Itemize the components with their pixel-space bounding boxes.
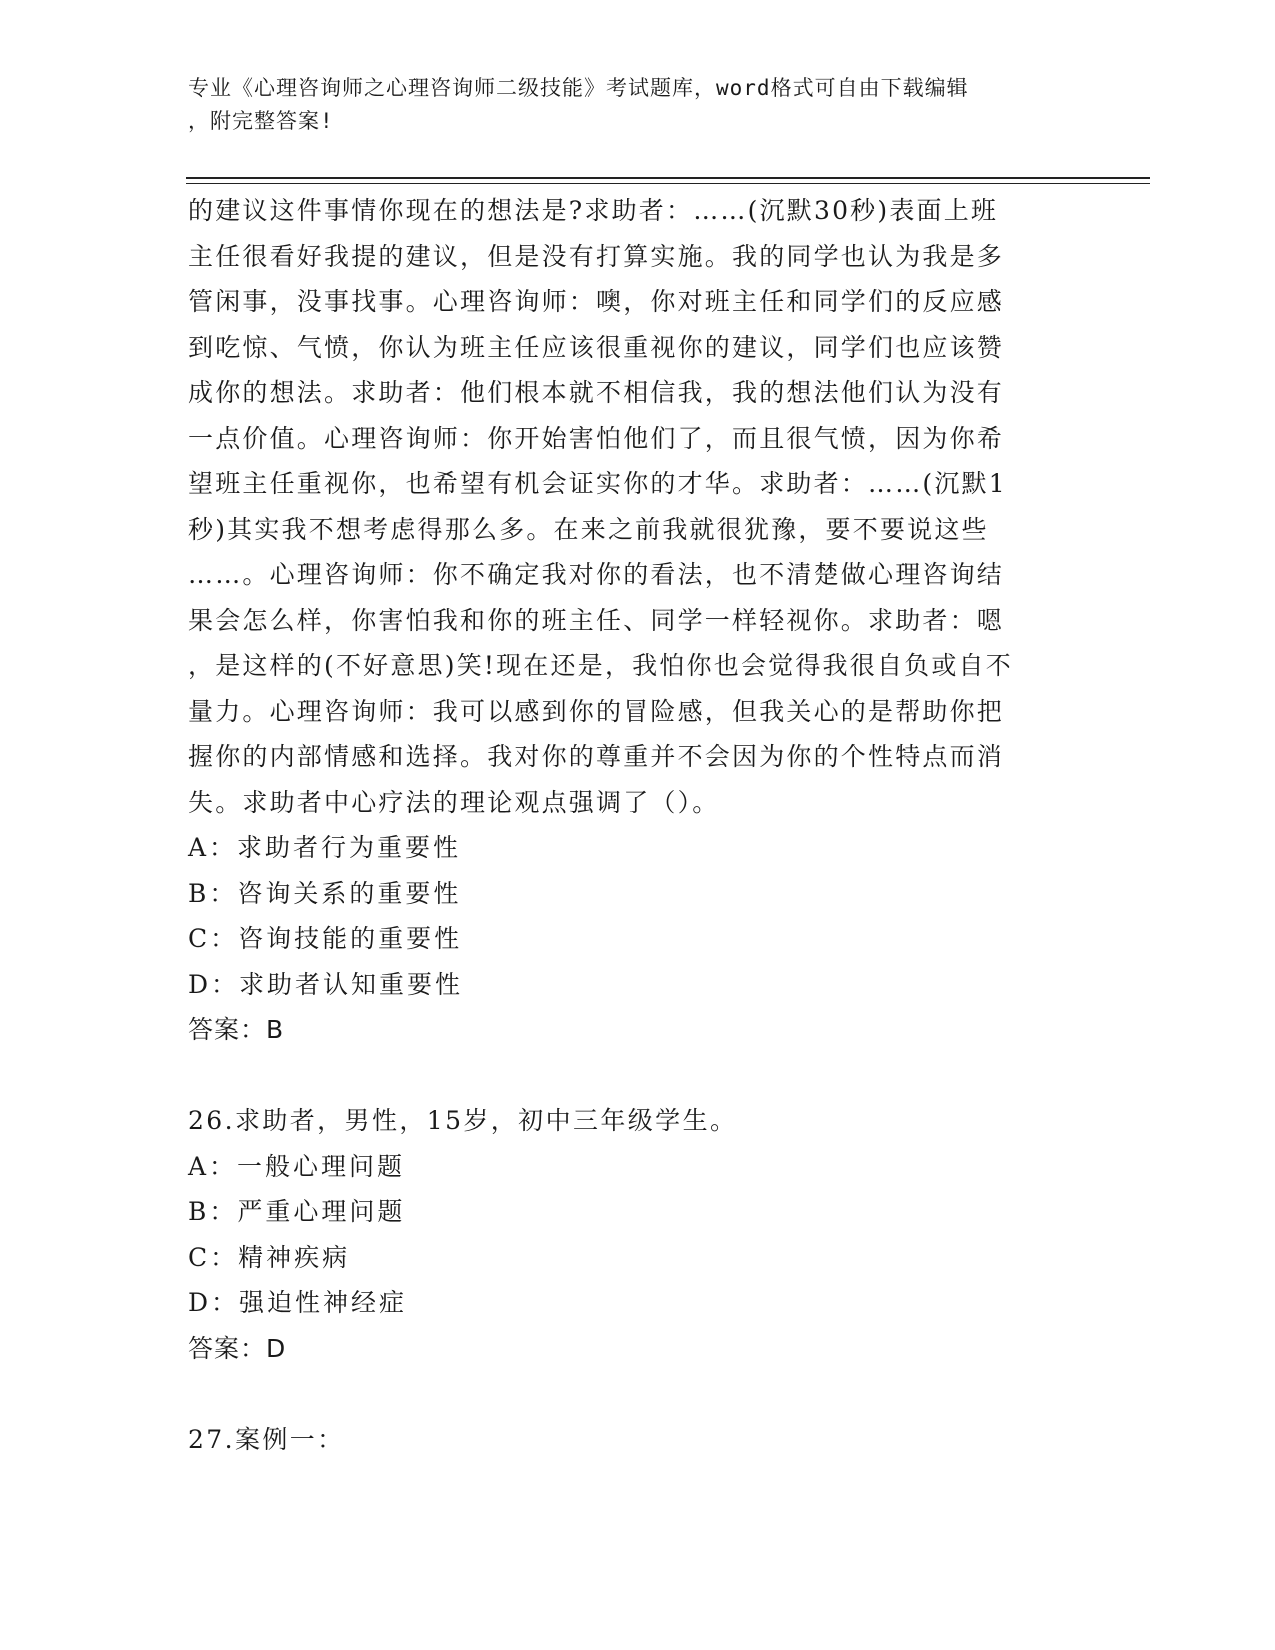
option-b: B：咨询关系的重要性 bbox=[188, 878, 462, 908]
question-stem: 27.案例一： bbox=[188, 1424, 345, 1454]
header-line-2: ，附完整答案! bbox=[188, 109, 334, 133]
option-c: C：咨询技能的重要性 bbox=[188, 924, 463, 953]
option-d: D：求助者认知重要性 bbox=[188, 969, 464, 999]
passage-line: 到吃惊、气愤，你认为班主任应该很重视你的建议，同学们也应该赞 bbox=[188, 332, 1005, 362]
option-d: D：强迫性神经症 bbox=[188, 1288, 408, 1317]
passage-line: ，是这样的(不好意思)笑!现在还是，我怕你也会觉得我很自负或自不 bbox=[188, 651, 1013, 680]
passage-line: 失。求助者中心疗法的理论观点强调了（）。 bbox=[188, 787, 720, 817]
passage-line: 望班主任重视你，也希望有机会证实你的才华。求助者：……(沉默1 bbox=[188, 469, 1007, 498]
passage-line: ……。心理咨询师：你不确定我对你的看法，也不清楚做心理咨询结 bbox=[188, 560, 1005, 589]
passage-line: 秒)其实我不想考虑得那么多。在来之前我就很犹豫，要不要说这些 bbox=[188, 514, 989, 544]
document-body bbox=[188, 188, 1068, 1462]
option-b: B：严重心理问题 bbox=[188, 1197, 406, 1226]
option-a: A：一般心理问题 bbox=[188, 1151, 406, 1181]
header-rule-thin bbox=[186, 183, 1150, 184]
question-27 bbox=[188, 1417, 1068, 1463]
option-a: A：求助者行为重要性 bbox=[188, 833, 462, 862]
passage-line: 果会怎么样，你害怕我和你的班主任、同学一样轻视你。求助者：嗯 bbox=[188, 605, 1005, 635]
passage-line: 量力。心理咨询师：我可以感到你的冒险感，但我关心的是帮助你把 bbox=[188, 696, 1005, 726]
answer-label: 答案：B bbox=[188, 1015, 285, 1044]
question-25 bbox=[188, 188, 1068, 1053]
passage-line: 一点价值。心理咨询师：你开始害怕他们了，而且很气愤，因为你希 bbox=[188, 423, 1005, 453]
header-line-1: 专业《心理咨询师之心理咨询师二级技能》考试题库，word格式可自由下载编辑 bbox=[188, 76, 969, 100]
passage-line: 握你的内部情感和选择。我对你的尊重并不会因为你的个性特点而消 bbox=[188, 742, 1005, 771]
header-rule-thick bbox=[186, 177, 1150, 179]
passage-line: 主任很看好我提的建议，但是没有打算实施。我的同学也认为我是多 bbox=[188, 241, 1005, 271]
passage-line: 成你的想法。求助者：他们根本就不相信我，我的想法他们认为没有 bbox=[188, 378, 1005, 407]
spacer bbox=[188, 1371, 1068, 1417]
question-stem: 26.求助者，男性，15岁，初中三年级学生。 bbox=[188, 1106, 738, 1135]
spacer bbox=[188, 1053, 1068, 1099]
question-26 bbox=[188, 1098, 1068, 1371]
passage-line: 的建议这件事情你现在的想法是?求助者：……(沉默30秒)表面上班 bbox=[188, 196, 999, 225]
passage-line: 管闲事，没事找事。心理咨询师：噢，你对班主任和同学们的反应感 bbox=[188, 287, 1005, 316]
answer-label: 答案：D bbox=[188, 1333, 287, 1363]
option-c: C：精神疾病 bbox=[188, 1242, 351, 1272]
question-25-passage bbox=[188, 188, 1068, 825]
document-header bbox=[188, 72, 1068, 138]
